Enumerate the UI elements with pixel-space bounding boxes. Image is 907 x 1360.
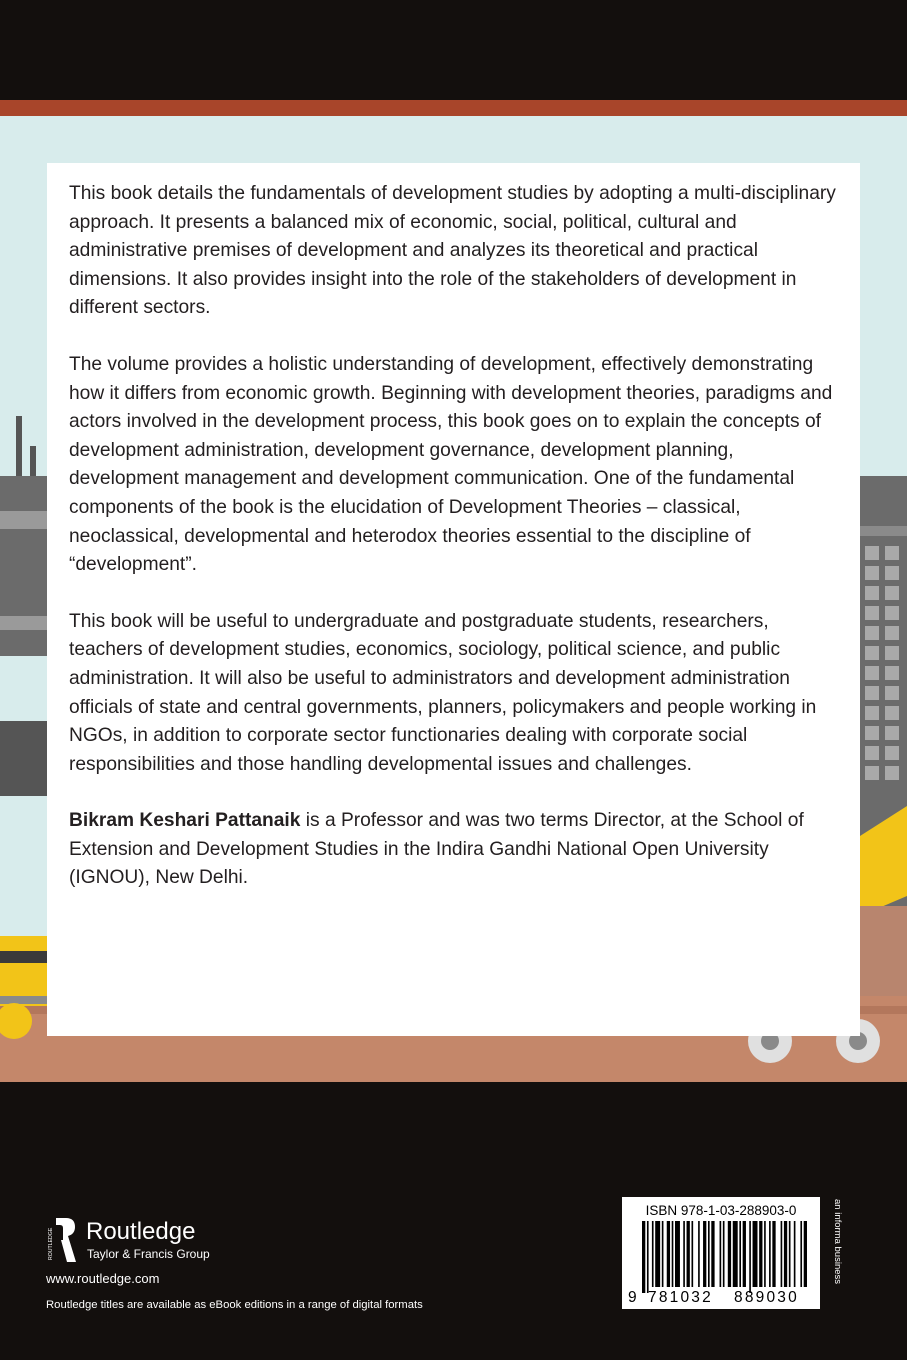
barcode-bar (743, 1221, 746, 1287)
barcode-bar (698, 1221, 700, 1287)
barcode-bar (662, 1221, 664, 1287)
barcode-bar (764, 1221, 766, 1287)
barcode-bar (728, 1221, 731, 1287)
barcode-bar (692, 1221, 694, 1287)
logo-vertical-text: ROUTLEDGE (48, 1227, 54, 1260)
barcode-bar (784, 1221, 787, 1287)
accent-stripe (0, 100, 907, 116)
publisher-group: Taylor & Francis Group (87, 1247, 210, 1261)
barcode-bar (667, 1221, 670, 1287)
barcode-bar (769, 1221, 771, 1287)
barcode-bar (789, 1221, 791, 1287)
isbn-label: ISBN 978-1-03-288903-0 (645, 1203, 797, 1218)
top-dark-band (0, 0, 907, 100)
barcode-bar (703, 1221, 706, 1287)
blurb-panel (47, 163, 860, 1036)
barcode-bar (800, 1221, 802, 1287)
barcode-bar (708, 1221, 710, 1287)
barcode-bar (683, 1221, 685, 1287)
barcode-bar (675, 1221, 680, 1287)
barcode-bar (759, 1221, 762, 1287)
author-bio (69, 807, 838, 893)
barcode-bar (804, 1221, 807, 1287)
barcode-bar (655, 1221, 660, 1287)
publisher-website: www.routledge.com (46, 1271, 160, 1286)
barcode-lead-digit: 9 (628, 1289, 637, 1306)
barcode-bar (781, 1221, 783, 1287)
barcode-bar (749, 1221, 751, 1293)
barcode-bar (733, 1221, 738, 1287)
barcode-bar (753, 1221, 758, 1287)
blurb-paragraph-1: This book details the fundamentals of development studies by adopting a multi-disciplinary approach. It presents a balanced mix of economic, social, political, cultural and administrative premises of development and analyzes its theoretical and practical dimensions. It also provides insight into the role of the stakeholders of development in different sectors. (69, 183, 836, 319)
barcode-bar (720, 1221, 722, 1287)
publisher-name: Routledge (86, 1218, 196, 1245)
author-bio-text: is a Professor and was two terms Director, at the School of Extension and Development Studies in the Indira Gandhi National Open University (IGNOU), New Delhi. (69, 810, 804, 889)
routledge-logo-icon (46, 1216, 78, 1264)
blurb-paragraph-3: This book will be useful to undergraduate and postgraduate students, researchers, teachers of development studies, economics, sociology, political science, and public administration. It will also be useful to administrators and development administration officials of state and central governments, planners, policymakers and people working in NGOs, in addition to corporate sector functionaries dealing with corporate social responsibilities and those handling developmental issues and challenges. (69, 610, 817, 775)
blurb-paragraph-2: The volume provides a holistic understanding of development, effectively demonstrating how it differs from economic growth. Beginning with development theories, paradigms and actors involved in the development process, this book goes on to explain the concepts of development administration, development governance, development planning, development management and development communication. One of the fundamental components of the book is the elucidation of Development Theories – classical, neoclassical, developmental and heterodox theories essential to the discipline of “development”. (69, 353, 833, 576)
barcode-bar (794, 1221, 796, 1287)
barcode-bar (711, 1221, 714, 1287)
isbn-barcode (622, 1197, 820, 1309)
barcode-right-digits: 889030 (734, 1289, 799, 1306)
barcode-bar (652, 1221, 654, 1287)
barcode-bar (772, 1221, 775, 1287)
barcode-bar (687, 1221, 690, 1287)
barcode-bar (739, 1221, 741, 1287)
barcode-bar (723, 1221, 725, 1287)
barcode-left-digits: 781032 (648, 1289, 713, 1306)
ebook-note: Routledge titles are available as eBook editions in a range of digital formats (46, 1299, 423, 1311)
barcode-bar (642, 1221, 645, 1293)
barcode-bar (647, 1221, 649, 1293)
author-name: Bikram Keshari Pattanaik (69, 810, 301, 832)
informa-business-tag: an informa business (832, 1199, 843, 1285)
barcode-bar (672, 1221, 674, 1287)
